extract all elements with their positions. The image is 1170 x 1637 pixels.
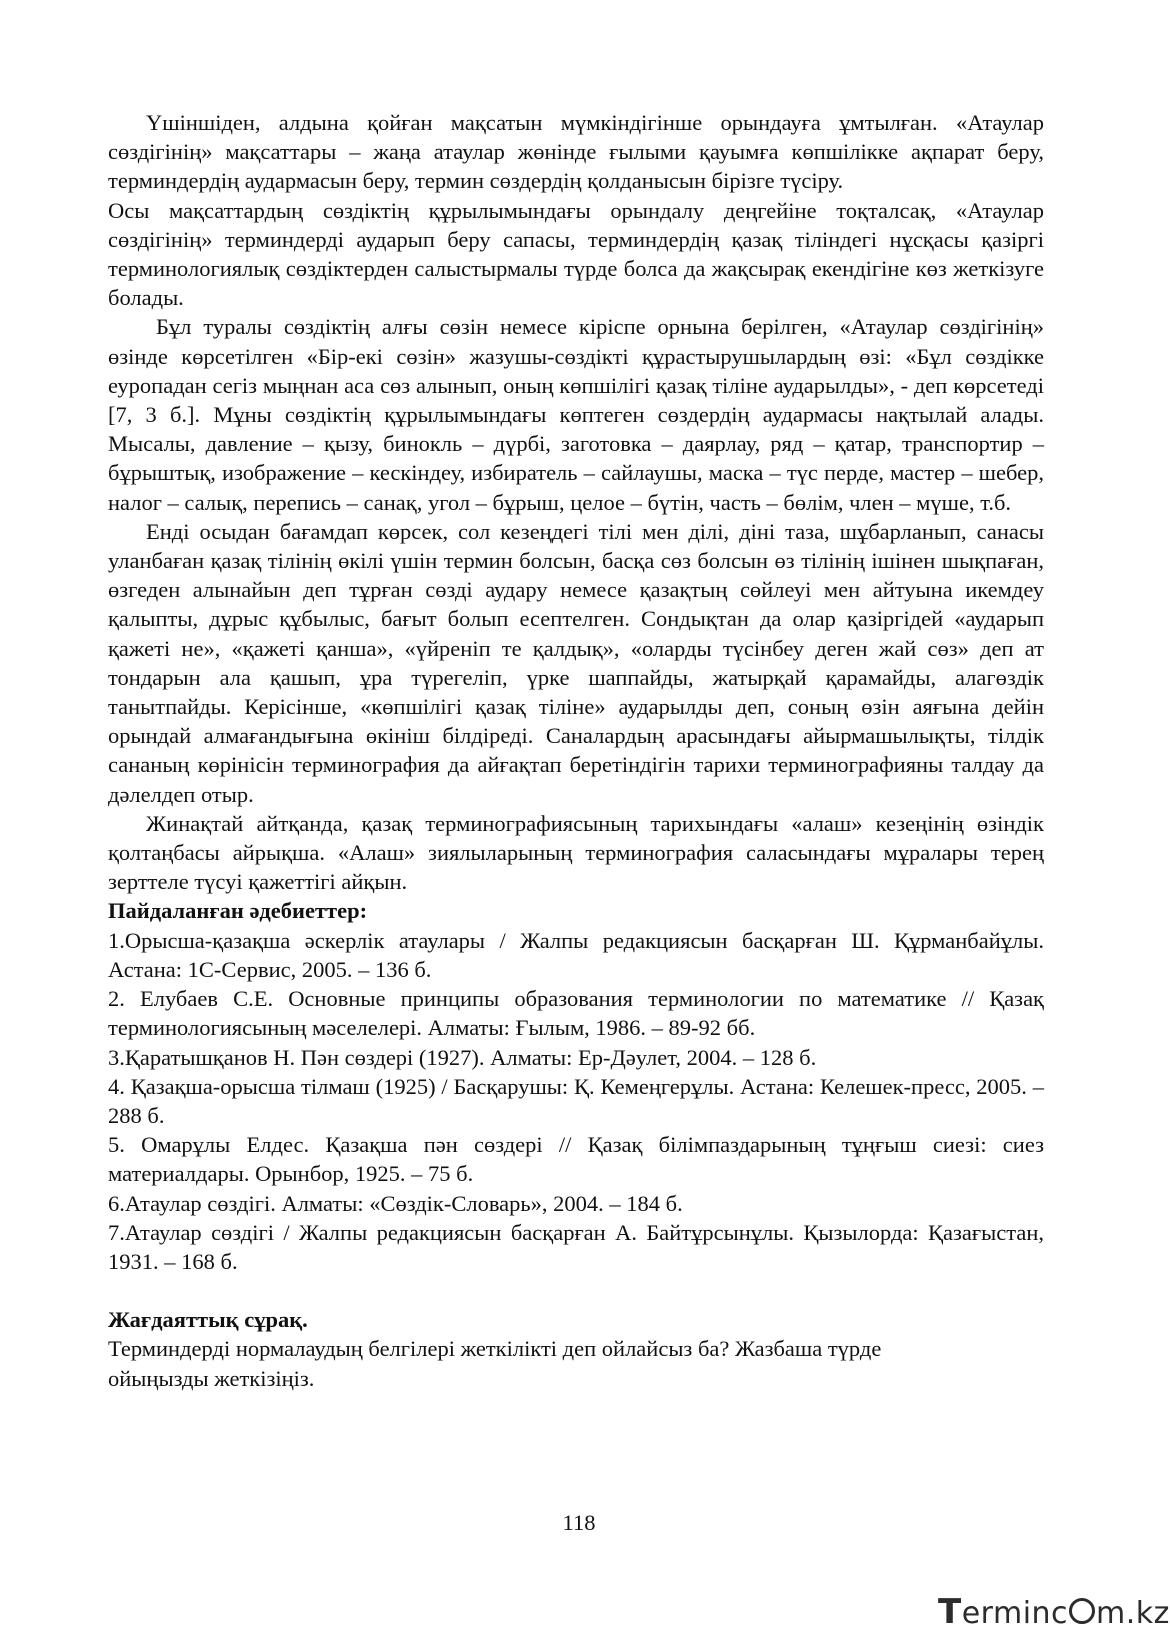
- references-list: [108, 926, 1044, 1276]
- document-body: [108, 108, 1044, 1393]
- page-number: 118: [562, 1510, 596, 1535]
- reference-item: 5. Омарұлы Елдес. Қазақша пән сөздері // Қазақ білімпаздарының тұңғыш сиезі: сиез материалдары. Орынбор, 1925. – 75 б.: [108, 1132, 1044, 1187]
- reference-item: 4. Қазақша-орысша тілмаш (1925) / Басқарушы: Қ. Кемеңгерұлы. Астана: Келешек-пресс, 2005. – 288 б.: [108, 1073, 1044, 1128]
- question-line-1: Терминдерді нормалаудың белгілері жеткілікті деп ойлайсыз ба? Жазбаша түрде: [108, 1336, 882, 1362]
- logo-circle-icon: [1069, 1598, 1095, 1624]
- paragraph-1: Үшіншіден, алдына қойған мақсатын мүмкіндігінше орындауға ұмтылған. «Атаулар сөздігінің» мақсаттары – жаңа атаулар жөнінде ғылыми қауымға көпшілікке ақпарат беру, терминдердің аудармасын беру, термин сөздердің қолданысын бірізге түсіру.: [108, 110, 1044, 194]
- references-heading: Пайдаланған әдебиеттер:: [108, 898, 368, 924]
- paragraph-4: Енді осыдан бағамдап көрсек, сол кезеңдегі тілі мен ділі, діні таза, шұбарланып, санасы уланбаған қазақ тілінің өкілі үшін термин болсын, басқа сөз болсын өз тілінің ішінен шықпаған, өзгеден алынайын деп тұрған сөзді аудару немесе қазақтың сөйлеуі мен айтуына икемдеу қалыпты, дұрыс құбылыс, бағыт болып есептелген. Сондықтан да олар қазіргідей «аударып қажеті не», «қажеті қанша», «үйреніп те қалдық», «оларды түсінбеу деген жай сөз» деп ат тондарын ала қашып, ұра түрегеліп, үрке шаппайды, жатырқай қарамайды, алагөздік танытпайды. Керісінше, «көпшілігі қазақ тіліне» аударылды деп, соның өзін аяғына дейін орындай алмағандығына өкініш білдіреді. Саналардың арасындағы айырмашылықты, тілдік сананың көрінісін терминография да айғақтап беретіндігін тарихи терминографияны талдау да дәлелдеп отыр.: [108, 518, 1044, 807]
- site-logo[interactable]: [938, 1593, 1170, 1631]
- spacer: [108, 1276, 1044, 1305]
- reference-item: 2. Елубаев С.Е. Основные принципы образования терминологии по математике // Қазақ терминологиясының мәселелері. Алматы: Ғылым, 1986. – 89-92 бб.: [108, 986, 1044, 1041]
- reference-item: 1.Орысша-қазақша әскерлік атаулары / Жалпы редакциясын басқарған Ш. Құрманбайұлы. Астана: 1С-Сервис, 2005. – 136 б.: [108, 927, 1044, 982]
- paragraph-3: Бұл туралы сөздіктің алғы сөзін немесе кіріспе орнына берілген, «Атаулар сөздігінің» өзінде көрсетілген «Бір-екі сөзін» жазушы-сөздікті құрастырушылардың өзі: «Бұл сөздікке еуропадан сегіз мыңнан аса сөз алынып, оның көпшілігі қазақ тіліне аударылды», - деп көрсетеді [7, 3 б.]. Мұны сөздіктің құрылымындағы көптеген сөздердің аудармасы нақтылай алады. Мысалы, давление – қызу, бинокль – дүрбі, заготовка – даярлау, ряд – қатар, транспортир – бұрыштық, изображение – кескіндеу, избиратель – сайлаушы, маска – түс перде, мастер – шебер, налог – салық, перепись – санақ, угол – бұрыш, целое – бүтін, часть – бөлім, член – мүше, т.б.: [108, 314, 1044, 515]
- logo-text-part: m.kz: [1096, 1596, 1170, 1631]
- logo-letter-t-icon: T: [938, 1592, 962, 1632]
- paragraph-2: Осы мақсаттардың сөздіктің құрылымындағы орындалу деңгейіне тоқталсақ, «Атаулар сөздігінің» терминдерді аударып беру сапасы, терминдердің қазақ тіліндегі нұсқасы қазіргі терминологиялық сөздіктерден салыстырмалы түрде болса да жақсырақ екендігіне көз жеткізуге болады.: [108, 197, 1044, 311]
- paragraph-5: Жинақтай айтқанда, қазақ терминографиясының тарихындағы «алаш» кезеңінің өзіндік қолтаңбасы айрықша. «Алаш» зиялыларының терминография саласындағы мұралары терең зерттеле түсуі қажеттігі айқын.: [108, 810, 1044, 895]
- reference-item: 6.Атаулар сөздігі. Алматы: «Сөздік-Словарь», 2004. – 184 б.: [108, 1190, 683, 1216]
- question-line-2: ойыңызды жеткізіңіз.: [108, 1365, 315, 1391]
- reference-item: 3.Қаратышқанов Н. Пән сөздері (1927). Алматы: Ер-Дәулет, 2004. – 128 б.: [108, 1044, 817, 1070]
- reference-item: 7.Атаулар сөздігі / Жалпы редакциясын басқарған А. Байтұрсынұлы. Қызылорда: Қазағыстан, 1931. – 168 б.: [108, 1219, 1044, 1274]
- question-heading: Жағдаяттық сұрақ.: [108, 1307, 308, 1333]
- logo-text-part: erminc: [961, 1596, 1069, 1631]
